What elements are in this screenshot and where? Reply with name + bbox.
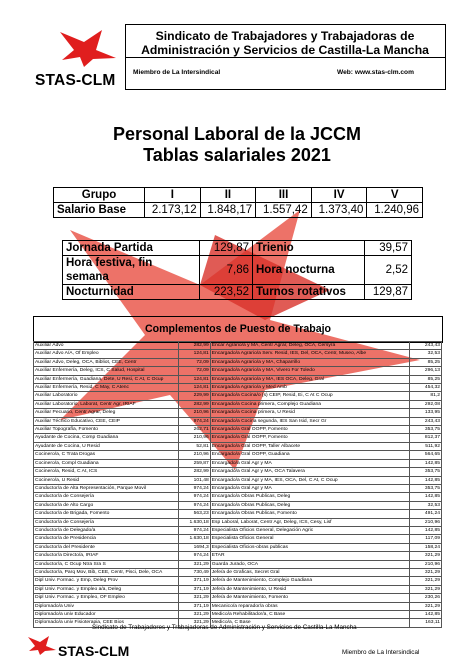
complement-amount: 371,19 xyxy=(178,585,210,593)
complement-amount: 321,29 xyxy=(410,585,442,593)
table-row xyxy=(34,468,442,476)
complement-position: Encargado/a Agrario/a y Med Amb xyxy=(210,384,409,392)
complement-position: Encargado/a Gral OOPP, Fomento xyxy=(210,434,409,442)
extra-value: 2,52 xyxy=(365,256,412,285)
table-row xyxy=(34,400,442,408)
complement-amount: 124,81 xyxy=(178,350,210,358)
complement-amount: 142,85 xyxy=(410,476,442,484)
complement-amount: 321,29 xyxy=(410,568,442,576)
complement-position: Medico/a, C Base xyxy=(210,619,409,627)
complement-position: Conductor/a de Brigada, Fomento xyxy=(34,510,179,518)
complement-amount: 564,65 xyxy=(410,451,442,459)
complement-position: Encargado/a Obras Publicas, Deleg xyxy=(210,501,409,509)
complement-amount: 210,96 xyxy=(410,560,442,568)
complement-amount: 974,24 xyxy=(178,552,210,560)
extras-row xyxy=(63,285,412,300)
salary-cell: 2.173,12 xyxy=(145,203,201,218)
complement-amount: 974,24 xyxy=(178,501,210,509)
org-name-line1: Sindicato de Trabajadores y Trabajadoras de xyxy=(155,29,415,43)
table-row xyxy=(34,484,442,492)
table-row xyxy=(34,392,442,400)
complement-position: Auxiliar Laboratorio, Laborat, Centr Agr, IRIAF xyxy=(34,400,179,408)
complement-position: Conductor/a Directo/a, IRIAF xyxy=(34,552,179,560)
complement-position: Encargado/a Agrario/a y MA, IES OCA, Deleg, Gral xyxy=(210,375,409,383)
complement-amount: 101,48 xyxy=(178,476,210,484)
complement-amount: 243,43 xyxy=(410,417,442,425)
row-label: Salario Base xyxy=(54,203,145,218)
complement-amount: 210,96 xyxy=(178,409,210,417)
table-row xyxy=(34,350,442,358)
complement-position: Especialista Oficios General xyxy=(210,535,409,543)
table-row xyxy=(34,526,442,534)
table-row xyxy=(34,594,442,602)
extra-label: Hora nocturna xyxy=(253,256,365,285)
salary-cell: 1.373,40 xyxy=(311,203,367,218)
complements-title: Complementos de Puesto de Trabajo xyxy=(33,316,443,343)
extra-label: Jornada Partida xyxy=(63,241,200,256)
table-row xyxy=(34,442,442,450)
table-row xyxy=(34,568,442,576)
complement-amount: 1.630,18 xyxy=(178,518,210,526)
complement-position: Encargado/a Obras Publicas, Fomento xyxy=(210,510,409,518)
complement-position: Conductor/a de Alta Representación, Parque Movil xyxy=(34,484,179,492)
complement-amount: 511,92 xyxy=(410,442,442,450)
complement-position: Encargado/a Cocina/o (s) CEIP, Resid, Ei, C At C Ocup xyxy=(210,392,409,400)
complement-position: Auxiliar Enfermería, Resid, C May, C Atenc xyxy=(34,384,179,392)
complement-amount: 243,43 xyxy=(410,342,442,350)
complement-position: Esp Laboral, Laborat, Centr Agr, Deleg, ICS, Cesy, Lisf xyxy=(210,518,409,526)
complement-amount: 353,75 xyxy=(410,484,442,492)
header-divider xyxy=(125,57,445,58)
complement-position: Diplomado/a univ Fisioterapia, CEE Bios xyxy=(34,619,179,627)
complement-position: Auxiliar Enfermería, Guadiana, Dete, U Resi, C At, C Ocup xyxy=(34,375,179,383)
complement-amount: 85,25 xyxy=(410,358,442,366)
table-row xyxy=(34,409,442,417)
complement-position: Cocinero/a, C Trata Drogas xyxy=(34,451,179,459)
salary-header-row xyxy=(54,188,423,203)
complement-amount: 133,95 xyxy=(410,409,442,417)
complement-position: Encargado/a Agrario/a y MA, Vivero For Toledo xyxy=(210,367,409,375)
complement-position: Conductor/a de Consejería xyxy=(34,518,179,526)
salary-cell: 1.240,96 xyxy=(367,203,423,218)
header-cell: I xyxy=(145,188,201,203)
complement-amount: 812,37 xyxy=(410,434,442,442)
complement-position: Especialista Oficios-obras publicas xyxy=(210,543,409,551)
extras-row xyxy=(63,256,412,285)
complement-position: Encargado/a Cocina segunda, IES San Isid, Secr Gr xyxy=(210,417,409,425)
salary-table xyxy=(53,187,423,218)
complement-position: Dipl Univ. Formac. y Empleo, OF Empleo xyxy=(34,594,179,602)
extra-value: 7,86 xyxy=(200,256,253,285)
complement-amount: 282,99 xyxy=(178,342,210,350)
complement-amount: 321,29 xyxy=(410,577,442,585)
complement-amount: 974,24 xyxy=(178,526,210,534)
table-row xyxy=(34,552,442,560)
complement-amount: 124,81 xyxy=(178,384,210,392)
complement-amount: 142,85 xyxy=(410,459,442,467)
complement-position: Mecanico/a reparador/a obras xyxy=(210,602,409,610)
complement-amount: 292,08 xyxy=(410,400,442,408)
footer-member-text: Miembro de La Intersindical xyxy=(342,649,420,656)
complement-position: ETAR xyxy=(210,552,409,560)
table-row xyxy=(34,501,442,509)
complement-amount: 974,24 xyxy=(178,493,210,501)
salary-row xyxy=(54,203,423,218)
complement-position: Auxiliar Pecuario, Centr Agrar, Deleg xyxy=(34,409,179,417)
complement-position: Auxiliar Advo xyxy=(34,342,179,350)
complement-amount: 32,53 xyxy=(410,350,442,358)
header-cell: V xyxy=(367,188,423,203)
complement-position: Conductor/a del Presidente xyxy=(34,543,179,551)
header-brand: STAS-CLM xyxy=(35,72,116,89)
complement-amount: 142,85 xyxy=(410,493,442,501)
footer-brand: STAS-CLM xyxy=(58,643,130,659)
complement-position: Jefe/a de Mantenimiento, U Resid xyxy=(210,585,409,593)
salary-cell: 1.557,42 xyxy=(256,203,312,218)
table-row xyxy=(34,358,442,366)
extra-label: Trienio xyxy=(253,241,365,256)
org-name-line2: Administración y Servicios de Castilla-La Mancha xyxy=(141,43,429,57)
table-row xyxy=(34,602,442,610)
header-cell: II xyxy=(200,188,256,203)
table-row xyxy=(34,426,442,434)
complement-position: Auxiliar Técnico Educativo, CEE, CEIP xyxy=(34,417,179,425)
complement-position: Diplomado/a Univ xyxy=(34,602,179,610)
table-row xyxy=(34,417,442,425)
complement-position: Conductor/a, C Ocup Ntra Sra S xyxy=(34,560,179,568)
complement-amount: 321,29 xyxy=(178,560,210,568)
complement-amount: 85,25 xyxy=(410,375,442,383)
complement-position: Auxiliar Topografía, Fomento xyxy=(34,426,179,434)
complement-amount: 353,75 xyxy=(410,468,442,476)
salary-cell: 1.848,17 xyxy=(200,203,256,218)
complement-amount: 210,96 xyxy=(410,518,442,526)
complement-amount: 321,29 xyxy=(410,602,442,610)
table-row xyxy=(34,560,442,568)
complement-amount: 158,24 xyxy=(410,543,442,551)
table-row xyxy=(34,510,442,518)
complement-position: Auxiliar Advo A/A, Of Empleo xyxy=(34,350,179,358)
extra-label: Turnos rotativos xyxy=(253,285,365,300)
complement-position: Encargado/a Cocina primera, Complejo Guadiana xyxy=(210,400,409,408)
complement-position: Jefe/a de Mantenimiento, Fomento xyxy=(210,594,409,602)
table-row xyxy=(34,518,442,526)
complement-amount: 454,32 xyxy=(410,384,442,392)
page-subtitle: Tablas salariales 2021 xyxy=(143,145,331,165)
complement-position: Ayudante de Cocina, U Resid xyxy=(34,442,179,450)
table-row xyxy=(34,375,442,383)
page-title: Personal Laboral de la JCCM xyxy=(112,124,362,144)
complement-position: Encargado/a Obras Publicas, Deleg xyxy=(210,493,409,501)
footer-text: Sindicato de Trabajadores y Trabajadoras de Administración y Servicios de Castilla-La Mancha xyxy=(92,624,357,631)
complement-amount: 353,75 xyxy=(410,426,442,434)
complement-amount: 81,2 xyxy=(410,392,442,400)
table-row xyxy=(34,535,442,543)
complement-position: Cocinero/a, U Resid xyxy=(34,476,179,484)
complement-amount: 563,23 xyxy=(178,510,210,518)
complement-amount: 229,99 xyxy=(178,392,210,400)
complement-amount: 974,24 xyxy=(178,484,210,492)
complement-amount: 321,29 xyxy=(178,619,210,627)
complement-position: Conductor/a, Parq Mov, Bib, CEE, Centr, Pisci, Dele, OCA xyxy=(34,568,179,576)
complement-amount: 142,85 xyxy=(410,526,442,534)
extra-value: 39,57 xyxy=(365,241,412,256)
table-row xyxy=(34,342,442,350)
extra-value: 129,87 xyxy=(200,241,253,256)
complement-position: Encargado/a Gral Agr y MA xyxy=(210,459,409,467)
complement-position: Encargado/a Agrario/a y MA, Chaparrillo xyxy=(210,358,409,366)
complement-position: Medico/a Rehabilitador/a, C Base xyxy=(210,611,409,619)
footer-star-icon xyxy=(27,635,57,655)
header-cell: IV xyxy=(311,188,367,203)
complement-position: Encargado/a Gral Agr y MA xyxy=(210,484,409,492)
complement-position: Conductor/a de Delegado/a xyxy=(34,526,179,534)
star-icon xyxy=(58,28,118,68)
table-row xyxy=(34,459,442,467)
complement-position: Encargado/a Gral Agr y MA, IES, OCA, Del, C At, C Ocup xyxy=(210,476,409,484)
complement-amount: 163,11 xyxy=(410,619,442,627)
complement-amount: 321,29 xyxy=(178,611,210,619)
complement-position: Encar Agrario/a y MA, Centr Agrar, Deleg, OCA, Cersyra xyxy=(210,342,409,350)
complement-amount: 321,29 xyxy=(410,552,442,560)
extra-value: 223,52 xyxy=(200,285,253,300)
complement-position: Jefe/a de Mantenimiento, Complejo Guadiana xyxy=(210,577,409,585)
table-row xyxy=(34,367,442,375)
complement-amount: 1694,3 xyxy=(178,543,210,551)
complement-amount: 210,96 xyxy=(178,451,210,459)
table-row xyxy=(34,434,442,442)
table-row xyxy=(34,493,442,501)
table-row xyxy=(34,384,442,392)
complement-amount: 230,26 xyxy=(410,594,442,602)
complement-amount: 371,19 xyxy=(178,602,210,610)
complement-amount: 371,19 xyxy=(178,577,210,585)
member-text: Miembro de La Intersindical xyxy=(133,69,221,76)
complement-amount: 282,99 xyxy=(178,400,210,408)
complement-amount: 1.630,18 xyxy=(178,535,210,543)
complement-position: Ayudante de Cocina, Comp Guadiana xyxy=(34,434,179,442)
complement-position: Encargado/a Gral OOPP, Guadiana xyxy=(210,451,409,459)
extra-label: Hora festiva, fin semana xyxy=(63,256,200,285)
complement-position: Encargado/a Gral OOPP, Taller Albacete xyxy=(210,442,409,450)
extras-table xyxy=(62,240,412,300)
complement-position: Guarda Jurado, OCA xyxy=(210,560,409,568)
table-row xyxy=(34,476,442,484)
complement-position: Auxiliar Advo, Deleg, OCA, Bibliot, CEE, Centr xyxy=(34,358,179,366)
complement-amount: 142,85 xyxy=(410,611,442,619)
table-row xyxy=(34,585,442,593)
complements-table xyxy=(33,341,442,628)
complement-position: Encargado/a Gral Agr y MA, OCA Talavera xyxy=(210,468,409,476)
complement-position: Encargado/a Gral OOPP, Fomento xyxy=(210,426,409,434)
extra-value: 129,87 xyxy=(365,285,412,300)
complement-amount: 262,71 xyxy=(178,426,210,434)
complement-position: Conductor/a de Presidencia xyxy=(34,535,179,543)
complement-position: Cocinero/a, Resid, C At, ICS xyxy=(34,468,179,476)
complement-position: Especialista Oficios General, Delegación Agric xyxy=(210,526,409,534)
complement-amount: 282,99 xyxy=(178,468,210,476)
complement-position: Dipl Univ. Formac. y Emp, Deleg Prov xyxy=(34,577,179,585)
complement-position: Conductor/a de Consejería xyxy=(34,493,179,501)
header-cell: III xyxy=(256,188,312,203)
complement-position: Dipl Univ. Formac. y Empleo a/a, Deleg xyxy=(34,585,179,593)
complement-amount: 491,24 xyxy=(410,510,442,518)
complement-amount: 117,09 xyxy=(410,535,442,543)
complement-amount: 72,09 xyxy=(178,367,210,375)
extra-label: Nocturnidad xyxy=(63,285,200,300)
complement-amount: 32,53 xyxy=(410,501,442,509)
complement-amount: 72,09 xyxy=(178,358,210,366)
complement-position: Auxiliar Enfermería, Deleg, ICS, C Salud, Hospital xyxy=(34,367,179,375)
header-cell: Grupo xyxy=(54,188,145,203)
complement-amount: 974,24 xyxy=(178,417,210,425)
complement-amount: 52,81 xyxy=(178,442,210,450)
complement-amount: 730,49 xyxy=(178,568,210,576)
complement-position: Conductor/a de Alto Cargo xyxy=(34,501,179,509)
table-row xyxy=(34,611,442,619)
complement-position: Diplomado/a univ Educador xyxy=(34,611,179,619)
complement-position: Jefe/a de Graficas, Secret Gral xyxy=(210,568,409,576)
complement-position: Cocinero/a, Compl Guadiana xyxy=(34,459,179,467)
complement-position: Encargado/a Cocina primera, U Resid xyxy=(210,409,409,417)
complement-amount: 296,13 xyxy=(410,367,442,375)
complement-amount: 321,29 xyxy=(178,594,210,602)
complement-amount: 259,87 xyxy=(178,459,210,467)
complement-position: Auxiliar Laboratorio xyxy=(34,392,179,400)
complement-amount: 124,81 xyxy=(178,375,210,383)
table-row xyxy=(34,543,442,551)
complement-position: Encargado/a Agrario/a Serv. Resid, IES, Del, OCA, Centr, Museo, Albe xyxy=(210,350,409,358)
extras-row xyxy=(63,241,412,256)
table-row xyxy=(34,451,442,459)
table-row xyxy=(34,577,442,585)
complement-amount: 210,96 xyxy=(178,434,210,442)
web-link[interactable]: Web: www.stas-clm.com xyxy=(337,69,414,76)
